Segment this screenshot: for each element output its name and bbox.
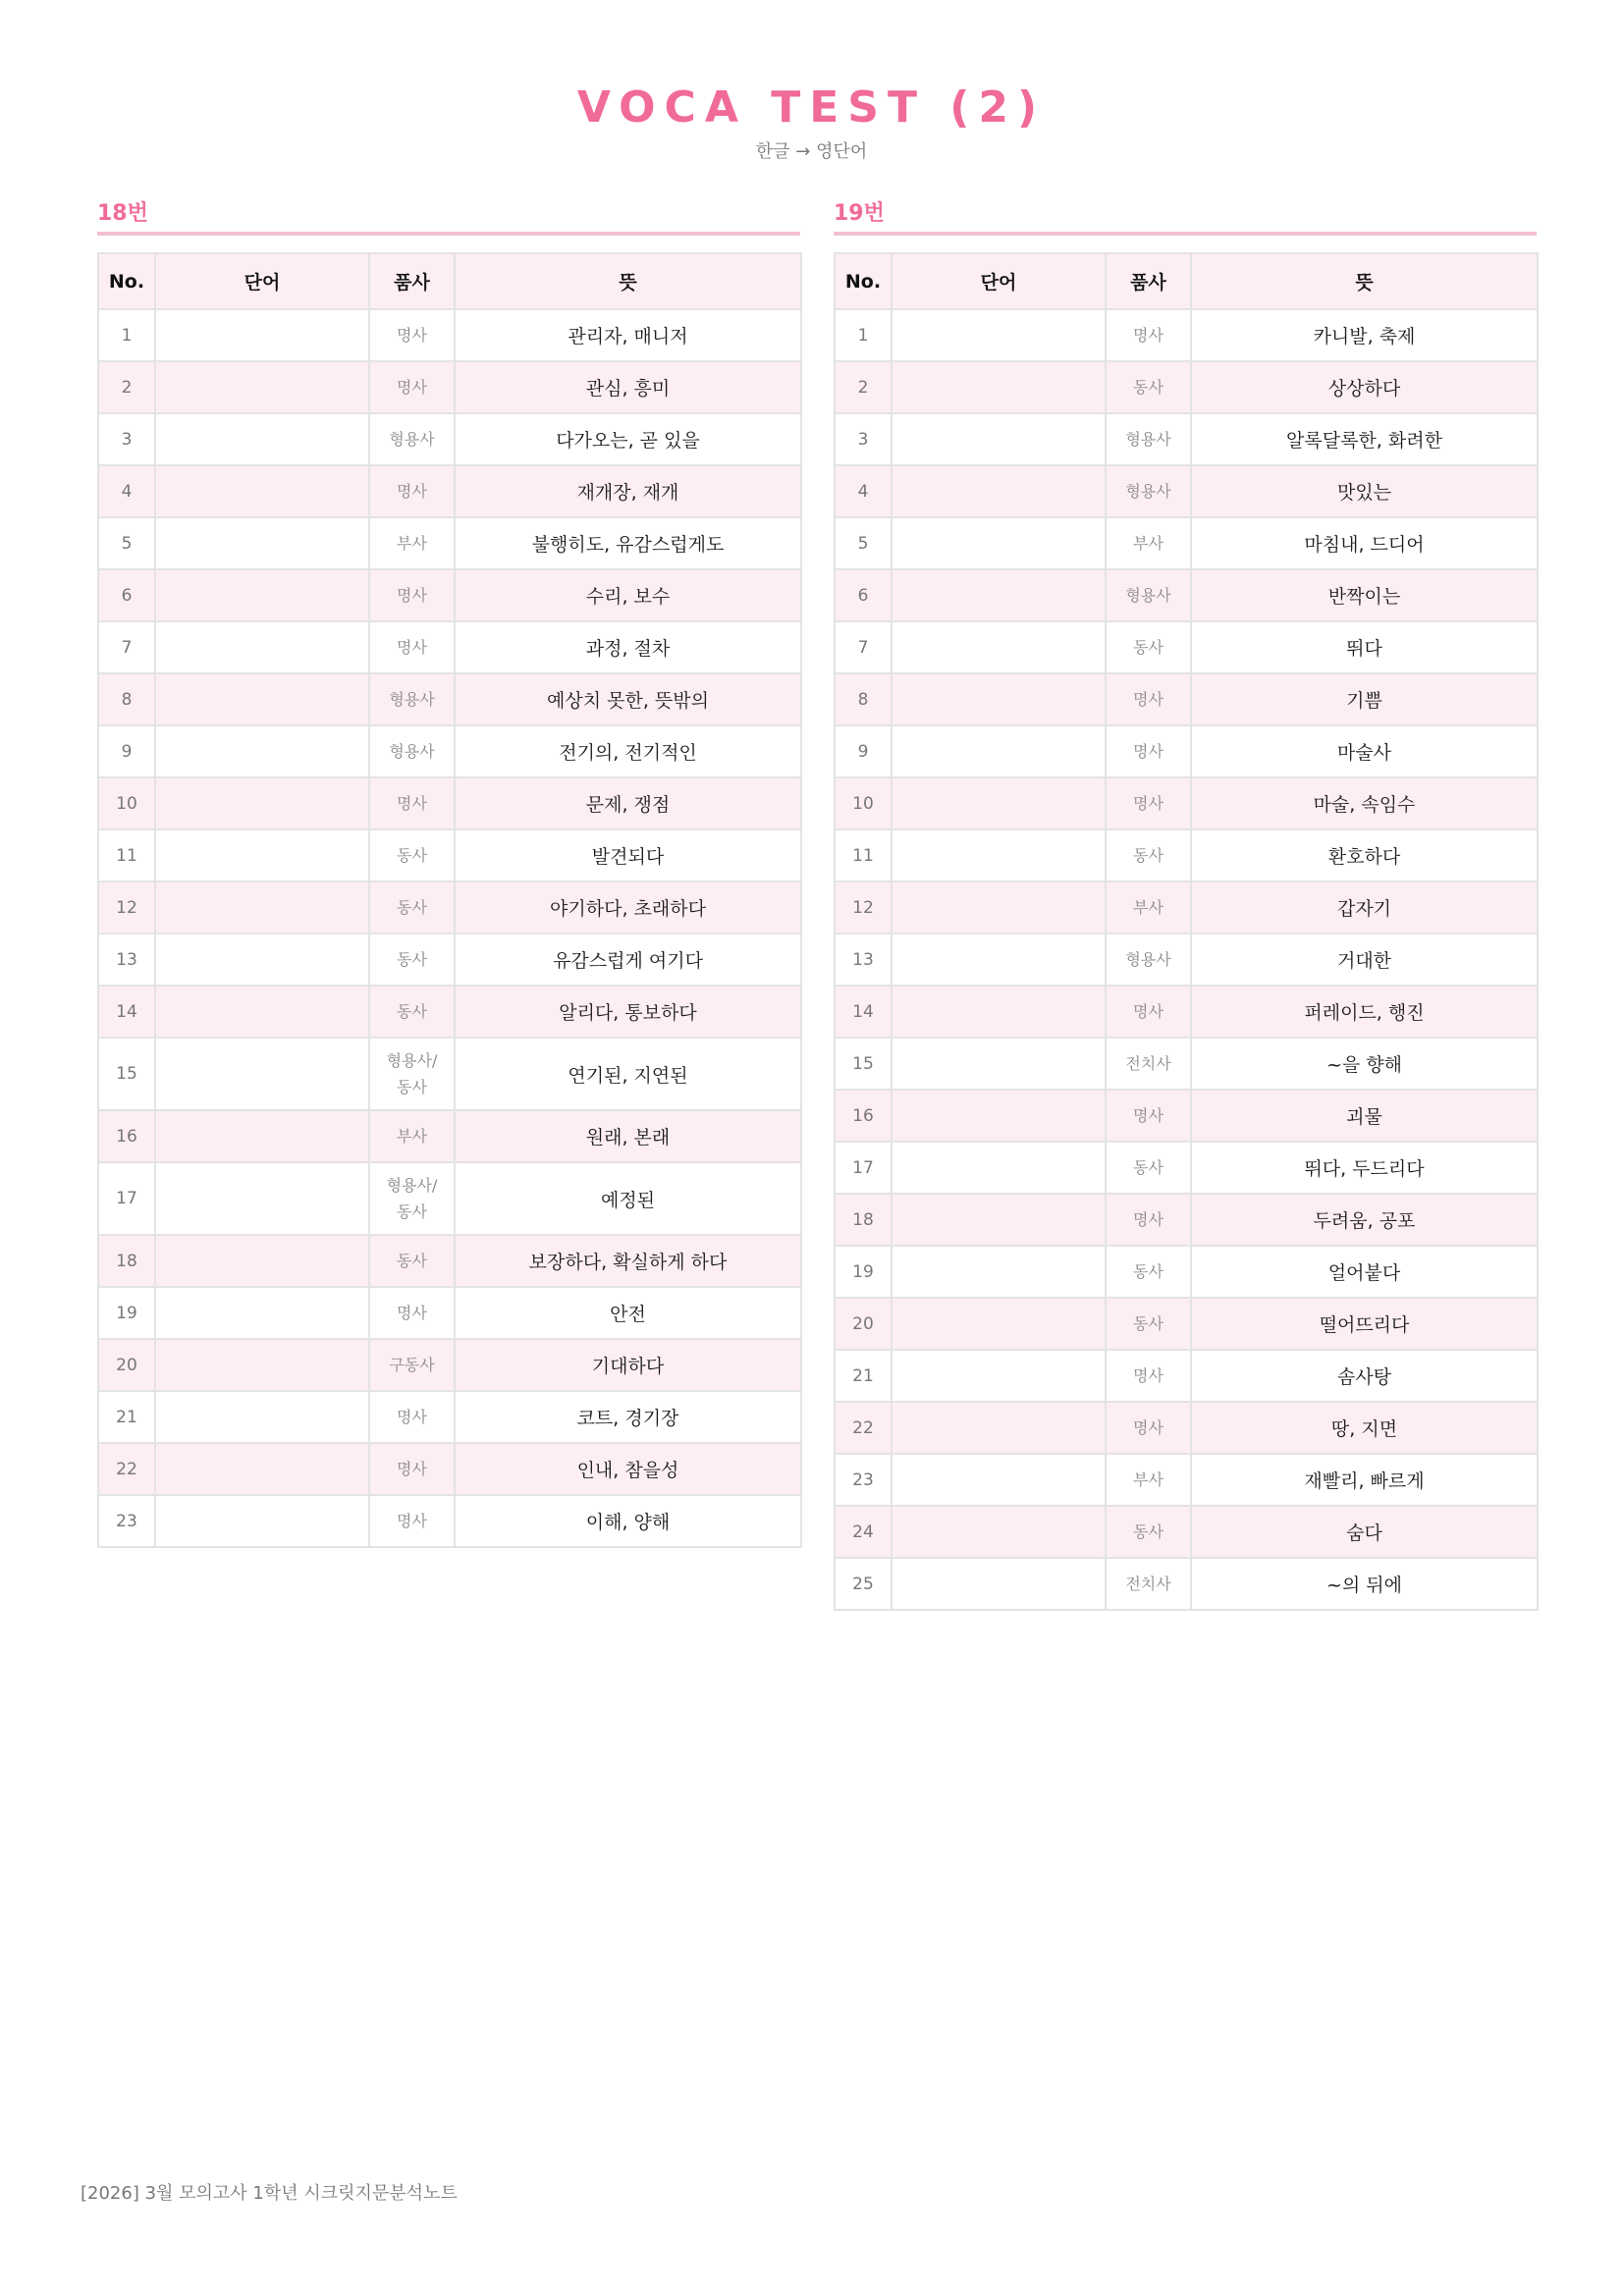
part-of-speech: 형용사 xyxy=(369,673,455,725)
row-number: 15 xyxy=(98,1038,155,1110)
part-of-speech: 명사 xyxy=(1106,309,1191,361)
page-title: VOCA TEST (2) xyxy=(576,82,1047,133)
row-number: 23 xyxy=(835,1454,892,1506)
row-number: 24 xyxy=(835,1506,892,1558)
table-row xyxy=(835,881,1538,934)
word-answer-cell[interactable] xyxy=(155,413,369,465)
word-answer-cell[interactable] xyxy=(892,1142,1106,1194)
row-number: 3 xyxy=(98,413,155,465)
row-number: 18 xyxy=(98,1235,155,1287)
row-number: 15 xyxy=(835,1038,892,1090)
word-answer-cell[interactable] xyxy=(155,1495,369,1547)
word-answer-cell[interactable] xyxy=(155,1038,369,1110)
part-of-speech: 명사 xyxy=(1106,1350,1191,1402)
part-of-speech: 명사 xyxy=(369,1391,455,1443)
word-answer-cell[interactable] xyxy=(155,725,369,777)
row-number: 11 xyxy=(835,829,892,881)
word-answer-cell[interactable] xyxy=(892,465,1106,517)
part-of-speech: 명사 xyxy=(369,309,455,361)
meaning-text: 갑자기 xyxy=(1191,881,1538,934)
row-number: 2 xyxy=(98,361,155,413)
column-header-meaning: 뜻 xyxy=(1191,253,1538,309)
meaning-text: 문제, 쟁점 xyxy=(455,777,801,829)
table-row xyxy=(835,517,1538,569)
word-answer-cell[interactable] xyxy=(155,986,369,1038)
table-header-row xyxy=(835,253,1538,309)
table-row xyxy=(98,986,801,1038)
row-number: 14 xyxy=(98,986,155,1038)
row-number: 4 xyxy=(98,465,155,517)
part-of-speech: 형용사 xyxy=(369,413,455,465)
table-row xyxy=(98,881,801,934)
word-answer-cell[interactable] xyxy=(155,517,369,569)
meaning-text: 환호하다 xyxy=(1191,829,1538,881)
part-of-speech: 명사 xyxy=(1106,986,1191,1038)
word-answer-cell[interactable] xyxy=(155,1162,369,1235)
table-row xyxy=(835,673,1538,725)
word-answer-cell[interactable] xyxy=(892,1194,1106,1246)
vocab-table xyxy=(834,252,1539,1611)
word-answer-cell[interactable] xyxy=(892,517,1106,569)
part-of-speech: 명사 xyxy=(1106,1090,1191,1142)
word-answer-cell[interactable] xyxy=(155,465,369,517)
part-of-speech: 동사 xyxy=(369,1235,455,1287)
row-number: 9 xyxy=(835,725,892,777)
part-of-speech: 동사 xyxy=(369,986,455,1038)
part-of-speech: 부사 xyxy=(1106,517,1191,569)
table-row xyxy=(98,934,801,986)
part-of-speech: 동사 xyxy=(369,829,455,881)
row-number: 22 xyxy=(98,1443,155,1495)
row-number: 1 xyxy=(98,309,155,361)
row-number: 5 xyxy=(98,517,155,569)
meaning-text: 유감스럽게 여기다 xyxy=(455,934,801,986)
table-row xyxy=(835,569,1538,621)
word-answer-cell[interactable] xyxy=(892,881,1106,934)
meaning-text: 과정, 절차 xyxy=(455,621,801,673)
word-answer-cell[interactable] xyxy=(892,1246,1106,1298)
row-number: 11 xyxy=(98,829,155,881)
part-of-speech: 형용사 xyxy=(1106,934,1191,986)
row-number: 25 xyxy=(835,1558,892,1610)
table-row xyxy=(98,1391,801,1443)
table-row xyxy=(98,361,801,413)
row-number: 10 xyxy=(835,777,892,829)
meaning-text: 재개장, 재개 xyxy=(455,465,801,517)
meaning-text: 야기하다, 초래하다 xyxy=(455,881,801,934)
meaning-text: 마침내, 드디어 xyxy=(1191,517,1538,569)
word-answer-cell[interactable] xyxy=(155,1235,369,1287)
word-answer-cell[interactable] xyxy=(155,1339,369,1391)
part-of-speech: 부사 xyxy=(1106,881,1191,934)
meaning-text: 연기된, 지연된 xyxy=(455,1038,801,1110)
part-of-speech: 명사 xyxy=(1106,725,1191,777)
row-number: 12 xyxy=(98,881,155,934)
word-answer-cell[interactable] xyxy=(892,569,1106,621)
meaning-text: 관심, 흥미 xyxy=(455,361,801,413)
word-answer-cell[interactable] xyxy=(892,309,1106,361)
meaning-text: ~의 뒤에 xyxy=(1191,1558,1538,1610)
word-answer-cell[interactable] xyxy=(155,777,369,829)
part-of-speech: 형용사 xyxy=(1106,465,1191,517)
row-number: 7 xyxy=(98,621,155,673)
row-number: 18 xyxy=(835,1194,892,1246)
word-answer-cell[interactable] xyxy=(892,413,1106,465)
meaning-text: 거대한 xyxy=(1191,934,1538,986)
word-answer-cell[interactable] xyxy=(892,725,1106,777)
meaning-text: 숨다 xyxy=(1191,1506,1538,1558)
part-of-speech: 명사 xyxy=(369,361,455,413)
table-row xyxy=(835,413,1538,465)
meaning-text: 땅, 지면 xyxy=(1191,1402,1538,1454)
table-row xyxy=(835,1246,1538,1298)
column-header-meaning: 뜻 xyxy=(455,253,801,309)
word-answer-cell[interactable] xyxy=(892,934,1106,986)
meaning-text: 맛있는 xyxy=(1191,465,1538,517)
meaning-text: 카니발, 축제 xyxy=(1191,309,1538,361)
word-answer-cell[interactable] xyxy=(155,1443,369,1495)
meaning-text: 인내, 참을성 xyxy=(455,1443,801,1495)
part-of-speech: 전치사 xyxy=(1106,1038,1191,1090)
part-of-speech: 동사 xyxy=(1106,829,1191,881)
table-row xyxy=(98,777,801,829)
table-row xyxy=(98,829,801,881)
table-row xyxy=(835,725,1538,777)
table-row xyxy=(835,986,1538,1038)
vocab-table xyxy=(97,252,802,1548)
meaning-text: 예상치 못한, 뜻밖의 xyxy=(455,673,801,725)
word-answer-cell[interactable] xyxy=(892,361,1106,413)
table-row xyxy=(835,1350,1538,1402)
table-row xyxy=(98,1287,801,1339)
word-answer-cell[interactable] xyxy=(155,1110,369,1162)
meaning-text: 코트, 경기장 xyxy=(455,1391,801,1443)
table-row xyxy=(835,1506,1538,1558)
table-header-row xyxy=(98,253,801,309)
row-number: 16 xyxy=(835,1090,892,1142)
meaning-text: 보장하다, 확실하게 하다 xyxy=(455,1235,801,1287)
column-header-no: No. xyxy=(98,253,155,309)
section-18 xyxy=(97,196,800,1533)
column-header-word: 단어 xyxy=(892,253,1106,309)
row-number: 8 xyxy=(98,673,155,725)
table-row xyxy=(835,829,1538,881)
meaning-text: 뛰다 xyxy=(1191,621,1538,673)
word-answer-cell[interactable] xyxy=(892,1506,1106,1558)
vocab-table-body xyxy=(98,309,801,1547)
table-row xyxy=(98,1162,801,1235)
part-of-speech: 구동사 xyxy=(369,1339,455,1391)
meaning-text: 뛰다, 두드리다 xyxy=(1191,1142,1538,1194)
row-number: 13 xyxy=(835,934,892,986)
row-number: 9 xyxy=(98,725,155,777)
word-answer-cell[interactable] xyxy=(155,569,369,621)
part-of-speech: 동사 xyxy=(369,881,455,934)
table-row xyxy=(835,1090,1538,1142)
meaning-text: 이해, 양해 xyxy=(455,1495,801,1547)
part-of-speech: 동사 xyxy=(1106,1142,1191,1194)
column-header-pos: 품사 xyxy=(369,253,455,309)
table-row xyxy=(835,1454,1538,1506)
word-answer-cell[interactable] xyxy=(892,1298,1106,1350)
part-of-speech: 명사 xyxy=(1106,777,1191,829)
part-of-speech: 형용사/ 동사 xyxy=(369,1162,455,1235)
meaning-text: 알리다, 통보하다 xyxy=(455,986,801,1038)
meaning-text: 불행히도, 유감스럽게도 xyxy=(455,517,801,569)
table-row xyxy=(98,413,801,465)
meaning-text: 떨어뜨리다 xyxy=(1191,1298,1538,1350)
table-row xyxy=(835,1298,1538,1350)
part-of-speech: 부사 xyxy=(369,517,455,569)
meaning-text: 마술사 xyxy=(1191,725,1538,777)
table-row xyxy=(835,1402,1538,1454)
part-of-speech: 동사 xyxy=(369,934,455,986)
part-of-speech: 명사 xyxy=(369,465,455,517)
page-footer: [2026] 3월 모의고사 1학년 시크릿지문분석노트 xyxy=(81,2183,458,2204)
word-answer-cell[interactable] xyxy=(892,986,1106,1038)
word-answer-cell[interactable] xyxy=(892,1038,1106,1090)
word-answer-cell[interactable] xyxy=(155,881,369,934)
word-answer-cell[interactable] xyxy=(155,1391,369,1443)
word-answer-cell[interactable] xyxy=(892,777,1106,829)
word-answer-cell[interactable] xyxy=(155,829,369,881)
row-number: 14 xyxy=(835,986,892,1038)
meaning-text: 상상하다 xyxy=(1191,361,1538,413)
meaning-text: 마술, 속임수 xyxy=(1191,777,1538,829)
table-row xyxy=(98,1339,801,1391)
section-heading: 18번 xyxy=(97,196,800,236)
word-answer-cell[interactable] xyxy=(892,1454,1106,1506)
table-row xyxy=(98,465,801,517)
table-row xyxy=(835,934,1538,986)
row-number: 20 xyxy=(98,1339,155,1391)
part-of-speech: 동사 xyxy=(1106,621,1191,673)
row-number: 17 xyxy=(835,1142,892,1194)
word-answer-cell[interactable] xyxy=(892,1350,1106,1402)
row-number: 21 xyxy=(98,1391,155,1443)
word-answer-cell[interactable] xyxy=(155,934,369,986)
word-answer-cell[interactable] xyxy=(155,1287,369,1339)
meaning-text: 퍼레이드, 행진 xyxy=(1191,986,1538,1038)
row-number: 13 xyxy=(98,934,155,986)
meaning-text: 솜사탕 xyxy=(1191,1350,1538,1402)
part-of-speech: 전치사 xyxy=(1106,1558,1191,1610)
table-row xyxy=(98,309,801,361)
row-number: 16 xyxy=(98,1110,155,1162)
part-of-speech: 명사 xyxy=(369,777,455,829)
table-row xyxy=(835,777,1538,829)
part-of-speech: 형용사 xyxy=(1106,413,1191,465)
row-number: 6 xyxy=(98,569,155,621)
word-answer-cell[interactable] xyxy=(892,1558,1106,1610)
meaning-text: 재빨리, 빠르게 xyxy=(1191,1454,1538,1506)
table-row xyxy=(835,1142,1538,1194)
word-answer-cell[interactable] xyxy=(155,361,369,413)
row-number: 10 xyxy=(98,777,155,829)
table-row xyxy=(98,517,801,569)
row-number: 1 xyxy=(835,309,892,361)
section-19 xyxy=(834,196,1537,1596)
table-row xyxy=(98,1235,801,1287)
part-of-speech: 명사 xyxy=(369,621,455,673)
row-number: 23 xyxy=(98,1495,155,1547)
meaning-text: 예정된 xyxy=(455,1162,801,1235)
part-of-speech: 동사 xyxy=(1106,361,1191,413)
section-heading: 19번 xyxy=(834,196,1537,236)
meaning-text: 발견되다 xyxy=(455,829,801,881)
word-answer-cell[interactable] xyxy=(892,1090,1106,1142)
meaning-text: 수리, 보수 xyxy=(455,569,801,621)
meaning-text: 기쁨 xyxy=(1191,673,1538,725)
row-number: 19 xyxy=(98,1287,155,1339)
part-of-speech: 부사 xyxy=(1106,1454,1191,1506)
row-number: 5 xyxy=(835,517,892,569)
column-header-pos: 품사 xyxy=(1106,253,1191,309)
table-row xyxy=(98,725,801,777)
meaning-text: 얼어붙다 xyxy=(1191,1246,1538,1298)
part-of-speech: 명사 xyxy=(1106,1194,1191,1246)
table-row xyxy=(835,361,1538,413)
meaning-text: 원래, 본래 xyxy=(455,1110,801,1162)
meaning-text: 다가오는, 곧 있을 xyxy=(455,413,801,465)
vocab-table-body xyxy=(835,309,1538,1610)
table-row xyxy=(98,621,801,673)
row-number: 17 xyxy=(98,1162,155,1235)
column-header-word: 단어 xyxy=(155,253,369,309)
part-of-speech: 부사 xyxy=(369,1110,455,1162)
part-of-speech: 형용사/ 동사 xyxy=(369,1038,455,1110)
word-answer-cell[interactable] xyxy=(155,673,369,725)
part-of-speech: 형용사 xyxy=(1106,569,1191,621)
part-of-speech: 명사 xyxy=(369,1495,455,1547)
row-number: 3 xyxy=(835,413,892,465)
part-of-speech: 명사 xyxy=(1106,1402,1191,1454)
part-of-speech: 명사 xyxy=(369,569,455,621)
meaning-text: 두려움, 공포 xyxy=(1191,1194,1538,1246)
row-number: 20 xyxy=(835,1298,892,1350)
table-row xyxy=(835,465,1538,517)
row-number: 12 xyxy=(835,881,892,934)
table-row xyxy=(835,309,1538,361)
part-of-speech: 명사 xyxy=(1106,673,1191,725)
table-row xyxy=(98,1443,801,1495)
meaning-text: 반짝이는 xyxy=(1191,569,1538,621)
row-number: 7 xyxy=(835,621,892,673)
table-row xyxy=(835,1194,1538,1246)
word-answer-cell[interactable] xyxy=(155,309,369,361)
table-row xyxy=(98,569,801,621)
word-answer-cell[interactable] xyxy=(892,1402,1106,1454)
table-row xyxy=(835,621,1538,673)
word-answer-cell[interactable] xyxy=(892,673,1106,725)
part-of-speech: 명사 xyxy=(369,1443,455,1495)
part-of-speech: 형용사 xyxy=(369,725,455,777)
word-answer-cell[interactable] xyxy=(892,621,1106,673)
meaning-text: 안전 xyxy=(455,1287,801,1339)
word-answer-cell[interactable] xyxy=(892,829,1106,881)
row-number: 2 xyxy=(835,361,892,413)
meaning-text: ~을 향해 xyxy=(1191,1038,1538,1090)
meaning-text: 기대하다 xyxy=(455,1339,801,1391)
table-row xyxy=(98,673,801,725)
meaning-text: 전기의, 전기적인 xyxy=(455,725,801,777)
row-number: 4 xyxy=(835,465,892,517)
meaning-text: 알록달록한, 화려한 xyxy=(1191,413,1538,465)
row-number: 21 xyxy=(835,1350,892,1402)
row-number: 19 xyxy=(835,1246,892,1298)
meaning-text: 관리자, 매니저 xyxy=(455,309,801,361)
table-row xyxy=(98,1110,801,1162)
table-row xyxy=(98,1038,801,1110)
table-row xyxy=(98,1495,801,1547)
row-number: 22 xyxy=(835,1402,892,1454)
row-number: 6 xyxy=(835,569,892,621)
part-of-speech: 동사 xyxy=(1106,1246,1191,1298)
part-of-speech: 동사 xyxy=(1106,1506,1191,1558)
word-answer-cell[interactable] xyxy=(155,621,369,673)
table-row xyxy=(835,1038,1538,1090)
row-number: 8 xyxy=(835,673,892,725)
part-of-speech: 명사 xyxy=(369,1287,455,1339)
part-of-speech: 동사 xyxy=(1106,1298,1191,1350)
table-row xyxy=(835,1558,1538,1610)
page-subtitle: 한글 → 영단어 xyxy=(755,141,868,162)
column-header-no: No. xyxy=(835,253,892,309)
meaning-text: 괴물 xyxy=(1191,1090,1538,1142)
